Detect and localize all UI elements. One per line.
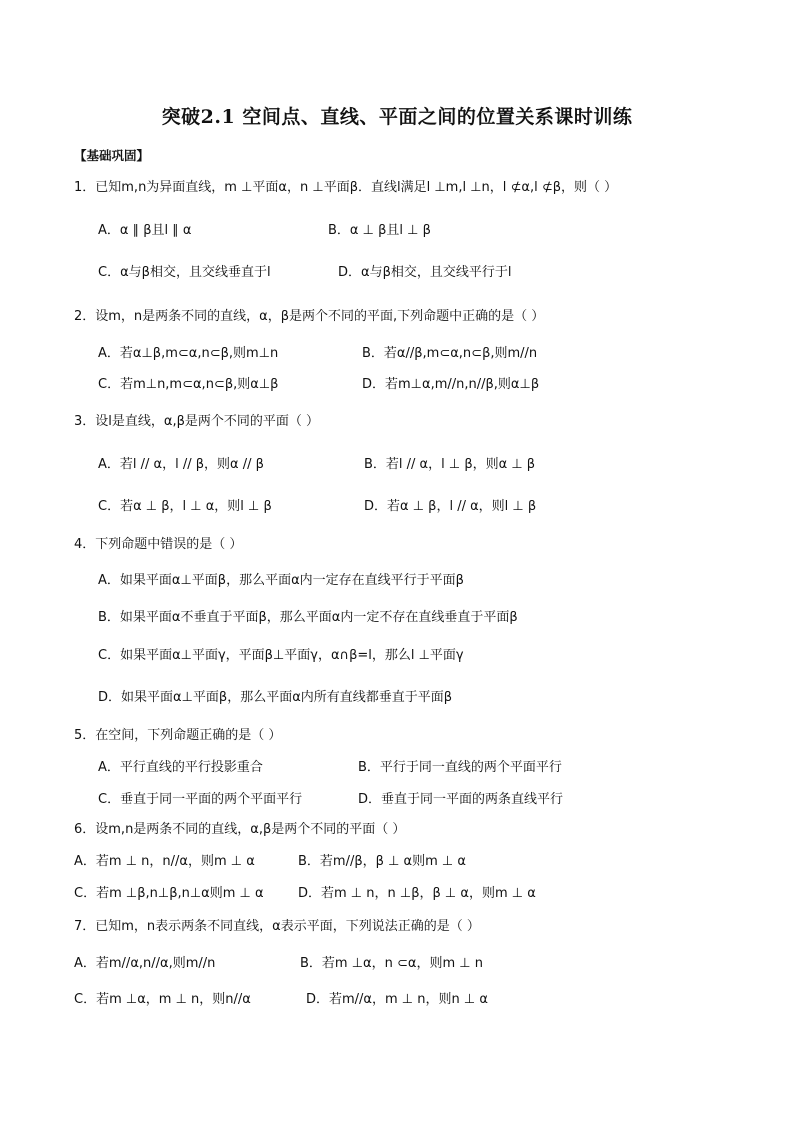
question-6-option-c: C．若m ⊥β,n⊥β,n⊥α则m ⊥ α — [74, 886, 264, 901]
question-2-option-c: C．若m⊥n,m⊂α,n⊂β,则α⊥β — [98, 377, 279, 392]
page-title: 突破2.1 空间点、直线、平面之间的位置关系课时训练 — [161, 106, 633, 128]
question-6-stem: 6．设m,n是两条不同的直线，α,β是两个不同的平面（ ） — [74, 822, 406, 837]
question-7-option-b: B．若m ⊥α，n ⊂α，则m ⊥ n — [300, 956, 483, 971]
question-4-stem: 4．下列命题中错误的是（ ） — [74, 537, 243, 552]
question-5-option-c: C．垂直于同一平面的两个平面平行 — [98, 792, 303, 807]
question-7-option-d: D．若m//α，m ⊥ n，则n ⊥ α — [306, 992, 488, 1007]
question-3-option-b: B．若l // α，l ⊥ β，则α ⊥ β — [364, 457, 536, 472]
section-heading: 【基础巩固】 — [74, 148, 150, 163]
question-6-option-d: D．若m ⊥ n，n ⊥β，β ⊥ α，则m ⊥ α — [298, 886, 536, 901]
question-1-option-c: C．α与β相交，且交线垂直于l — [98, 265, 271, 280]
question-7-stem: 7．已知m，n表示两条不同直线，α表示平面，下列说法正确的是（ ） — [74, 919, 480, 934]
question-6-option-b: B．若m//β，β ⊥ α则m ⊥ α — [298, 854, 466, 869]
question-5-option-d: D．垂直于同一平面的两条直线平行 — [358, 792, 564, 807]
question-5-stem: 5．在空间，下列命题正确的是（ ） — [74, 728, 282, 743]
question-1-stem: 1．已知m,n为异面直线，m ⊥平面α，n ⊥平面β．直线l满足l ⊥m,l ⊥n，l ⊄α,l ⊄β，则（ ） — [74, 180, 618, 195]
question-2-option-d: D．若m⊥α,m//n,n//β,则α⊥β — [362, 377, 540, 392]
question-4-option-a: A．如果平面α⊥平面β，那么平面α内一定存在直线平行于平面β — [98, 573, 464, 588]
question-4-option-c: C．如果平面α⊥平面γ，平面β⊥平面γ，α∩β=l，那么l ⊥平面γ — [98, 648, 464, 663]
question-1-option-b: B．α ⊥ β且l ⊥ β — [328, 223, 431, 238]
question-3-option-c: C．若α ⊥ β，l ⊥ α，则l ⊥ β — [98, 499, 272, 514]
question-7-option-a: A．若m//α,n//α,则m//n — [74, 956, 216, 971]
question-4-option-d: D．如果平面α⊥平面β，那么平面α内所有直线都垂直于平面β — [98, 690, 453, 705]
question-2-option-b: B．若α//β,m⊂α,n⊂β,则m//n — [362, 346, 538, 361]
question-1-option-d: D．α与β相交，且交线平行于l — [338, 265, 512, 280]
question-4-option-b: B．如果平面α不垂直于平面β，那么平面α内一定不存在直线垂直于平面β — [98, 610, 518, 625]
question-6-option-a: A．若m ⊥ n，n//α，则m ⊥ α — [74, 854, 255, 869]
question-1-option-a: A．α ∥ β且l ∥ α — [98, 223, 192, 238]
question-2-option-a: A．若α⊥β,m⊂α,n⊂β,则m⊥n — [98, 346, 279, 361]
question-3-option-a: A．若l // α，l // β，则α // β — [98, 457, 264, 472]
question-5-option-a: A．平行直线的平行投影重合 — [98, 760, 263, 775]
question-2-stem: 2．设m，n是两条不同的直线，α，β是两个不同的平面,下列命题中正确的是（ ） — [74, 309, 545, 324]
question-5-option-b: B．平行于同一直线的两个平面平行 — [358, 760, 562, 775]
question-7-option-c: C．若m ⊥α，m ⊥ n，则n//α — [74, 992, 251, 1007]
question-3-option-d: D．若α ⊥ β，l // α，则l ⊥ β — [364, 499, 537, 514]
question-3-stem: 3．设l是直线，α,β是两个不同的平面（ ） — [74, 414, 320, 429]
